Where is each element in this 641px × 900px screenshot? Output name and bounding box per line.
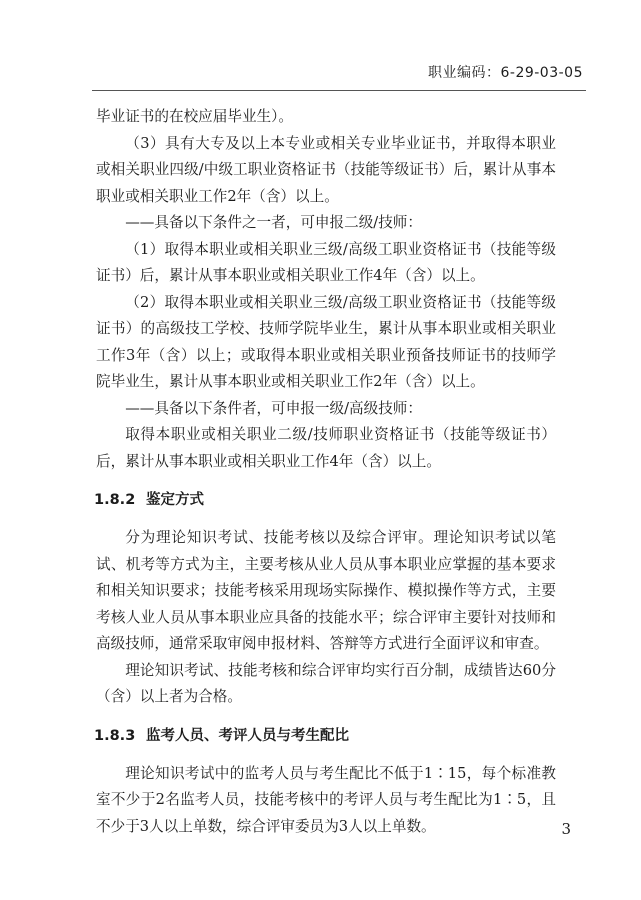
section-title: 监考人员、考评人员与考生配比 [146,727,349,744]
paragraph: 理论知识考试、技能考核和综合评审均实行百分制，成绩皆达60分（含）以上者为合格。 [96,661,556,705]
paragraph: 取得本职业或相关职业二级/技师职业资格证书（技能等级证书）后，累计从事本职业或相关职业工作4年（含）以上。 [96,426,556,470]
header-rule [92,90,586,91]
paragraph: （1）取得本职业或相关职业三级/高级工职业资格证书（技能等级证书）后，累计从事本职业或相关职业工作4年（含）以上。 [96,240,556,284]
header-code: 职业编码：6-29-03-05 [427,65,583,81]
paragraph: （3）具有大专及以上本专业或相关专业毕业证书，并取得本职业或相关职业四级/中级工职业资格证书（技能等级证书）后，累计从事本职业或相关职业工作2年（含）以上。 [96,134,556,205]
section-number: 1.8.3 [94,727,136,744]
paragraph: 分为理论知识考试、技能考核以及综合评审。理论知识考试以笔试、机考等方式为主，主要考核从业人员从事本职业应掌握的基本要求和相关知识要求；技能考核采用现场实际操作、模拟操作等方式，主要考核人业人员从事本职业应具备的技能水平；综合评审主要针对技师和高级技师，通常采取审阅申报材料、答辩等方式进行全面评议和审查。 [96,529,556,652]
section-title: 鉴定方式 [146,492,204,508]
paragraph: 毕业证书的在校应届毕业生）。 [96,108,294,125]
paragraph: ——具备以下条件者，可申报一级/高级技师： [125,399,422,417]
page-content [96,104,556,840]
paragraph: ——具备以下条件之一者，可申报二级/技师： [125,214,422,231]
section-heading-1-8-2 [94,487,556,513]
paragraph: （2）取得本职业或相关职业三级/高级工职业资格证书（技能等级证书）的高级技工学校、技师学院毕业生，累计从事本职业或相关职业工作3年（含）以上；或取得本职业或相关职业预备技师证书的技师学院毕业生，累计从事本职业或相关职业工作2年（含）以上。 [96,293,556,390]
section-heading-1-8-3 [94,723,556,749]
page-number: 3 [561,820,571,838]
paragraph: 理论知识考试中的监考人员与考生配比不低于1∶15，每个标准教室不少于2名监考人员，技能考核中的考评人员与考生配比为1∶5，且不少于3人以上单数，综合评审委员为3人以上单数。 [96,764,556,835]
section-number: 1.8.2 [94,492,136,508]
